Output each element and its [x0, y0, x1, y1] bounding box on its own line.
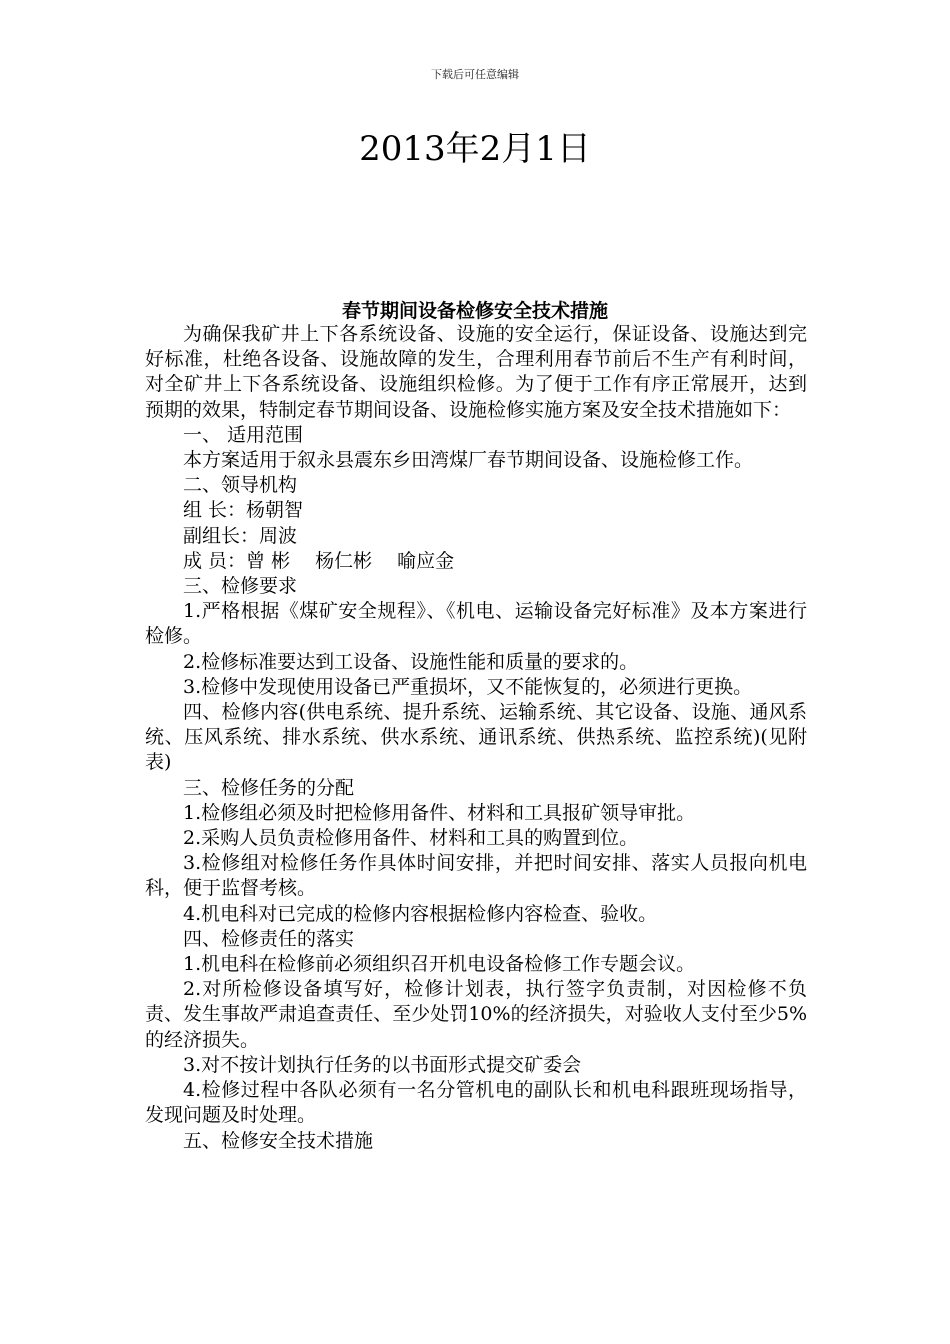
- task-item-4: 4.机电科对已完成的检修内容根据检修内容检查、验收。: [183, 902, 658, 925]
- section-heading-safety-measures: 五、检修安全技术措施: [183, 1129, 374, 1152]
- document-date: 2013年2月1日: [359, 129, 591, 169]
- paragraph-scope: 本方案适用于叙永县震东乡田湾煤厂春节期间设备、设施检修工作。: [183, 449, 754, 472]
- section-heading-content: 四、检修内容(供电系统、提升系统、运输系统、其它设备、设施、通风系统、压风系统、排水系统、供水系统、通讯系统、供热系统、监控系统)(见附表): [145, 701, 807, 774]
- task-item-2: 2.采购人员负责检修用备件、材料和工具的购置到位。: [183, 827, 639, 850]
- section-heading-task-allocation: 三、检修任务的分配: [183, 776, 355, 799]
- paragraph-intro: 为确保我矿井上下各系统设备、设施的安全运行，保证设备、设施达到完好标准，杜绝各设备、设施故障的发生，合理利用春节前后不生产有利时间，对全矿井上下各系统设备、设施组织检修。为了便于工作有序正常展开，达到预期的效果，特制定春节期间设备、设施检修实施方案及安全技术措施如下：: [145, 323, 807, 421]
- header-note: 下载后可任意编辑: [431, 68, 519, 81]
- task-item-1: 1.检修组必须及时把检修用备件、材料和工具报矿领导审批。: [183, 801, 696, 824]
- responsibility-item-4: 4.检修过程中各队必须有一名分管机电的副队长和机电科跟班现场指导，发现问题及时处理。: [145, 1079, 807, 1127]
- deputy-leader-line: 副组长：周波: [183, 524, 298, 547]
- responsibility-item-2: 2.对所检修设备填写好，检修计划表，执行签字负责制，对因检修不负责、发生事故严肃追查责任、至少处罚10%的经济损失，对验收人支付至少5%的经济损失。: [145, 978, 807, 1051]
- requirement-item-1: 1.严格根据《煤矿安全规程》、《机电、运输设备完好标准》及本方案进行检修。: [145, 600, 807, 648]
- section-heading-requirements: 三、检修要求: [183, 575, 298, 598]
- requirement-item-3: 3.检修中发现使用设备已严重损坏，又不能恢复的，必须进行更换。: [183, 675, 753, 698]
- requirement-item-2: 2.检修标准要达到工设备、设施性能和质量的要求的。: [183, 650, 639, 673]
- responsibility-item-3: 3.对不按计划执行任务的以书面形式提交矿委会: [183, 1053, 582, 1076]
- section-heading-leadership: 二、领导机构: [183, 474, 298, 497]
- responsibility-item-1: 1.机电科在检修前必须组织召开机电设备检修工作专题会议。: [183, 953, 696, 976]
- section-heading-scope: 一、 适用范围: [183, 423, 304, 446]
- leader-line: 组 长：杨朝智: [183, 499, 304, 522]
- members-line: 成 员：曾 彬 杨仁彬 喻应金: [183, 549, 455, 572]
- section-heading-responsibility: 四、检修责任的落实: [183, 927, 355, 950]
- document-body: [145, 322, 807, 1154]
- document-title: 春节期间设备检修安全技术措施: [341, 300, 608, 322]
- task-item-3: 3.检修组对检修任务作具体时间安排，并把时间安排、落实人员报向机电科，便于监督考核。: [145, 852, 807, 900]
